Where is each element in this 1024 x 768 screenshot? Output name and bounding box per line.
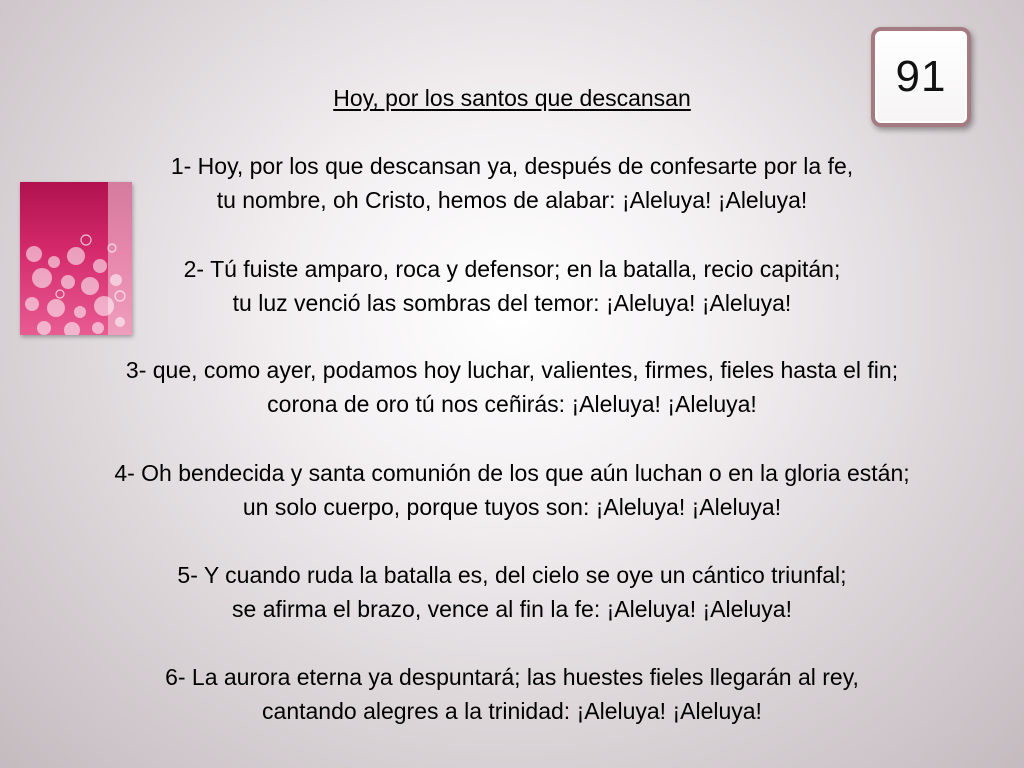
verse-line: 2- Tú fuiste amparo, roca y defensor; en la batalla, recio capitán; bbox=[183, 256, 841, 282]
verse-6 bbox=[40, 660, 984, 728]
verse-5 bbox=[40, 558, 984, 626]
verse-line: 4- Oh bendecida y santa comunión de los que aún luchan o en la gloria están; bbox=[114, 460, 910, 486]
verse-line: se afirma el brazo, vence al fin la fe: ¡Aleluya! ¡Aleluya! bbox=[232, 596, 792, 622]
verse-line: 6- La aurora eterna ya despuntará; las huestes fieles llegarán al rey, bbox=[165, 664, 859, 690]
verse-1 bbox=[40, 149, 984, 217]
verse-4 bbox=[40, 456, 984, 524]
verse-3 bbox=[40, 353, 984, 421]
verse-line: 5- Y cuando ruda la batalla es, del cielo se oye un cántico triunfal; bbox=[177, 562, 847, 588]
hymn-number: 91 bbox=[895, 52, 947, 101]
verse-line: cantando alegres a la trinidad: ¡Aleluya! ¡Aleluya! bbox=[262, 698, 762, 724]
verse-line: tu luz venció las sombras del temor: ¡Aleluya! ¡Aleluya! bbox=[232, 290, 792, 316]
verse-line: 1- Hoy, por los que descansan ya, después de confesarte por la fe, bbox=[170, 153, 854, 179]
verse-line: un solo cuerpo, porque tuyos son: ¡Aleluya! ¡Aleluya! bbox=[242, 494, 782, 520]
verse-line: tu nombre, oh Cristo, hemos de alabar: ¡Aleluya! ¡Aleluya! bbox=[216, 187, 808, 213]
hymn-title: Hoy, por los santos que descansan bbox=[333, 85, 691, 111]
verse-line: 3- que, como ayer, podamos hoy luchar, valientes, firmes, fieles hasta el fin; bbox=[125, 357, 899, 383]
verse-line: corona de oro tú nos ceñirás: ¡Aleluya! ¡Aleluya! bbox=[267, 391, 757, 417]
verse-2 bbox=[40, 252, 984, 320]
